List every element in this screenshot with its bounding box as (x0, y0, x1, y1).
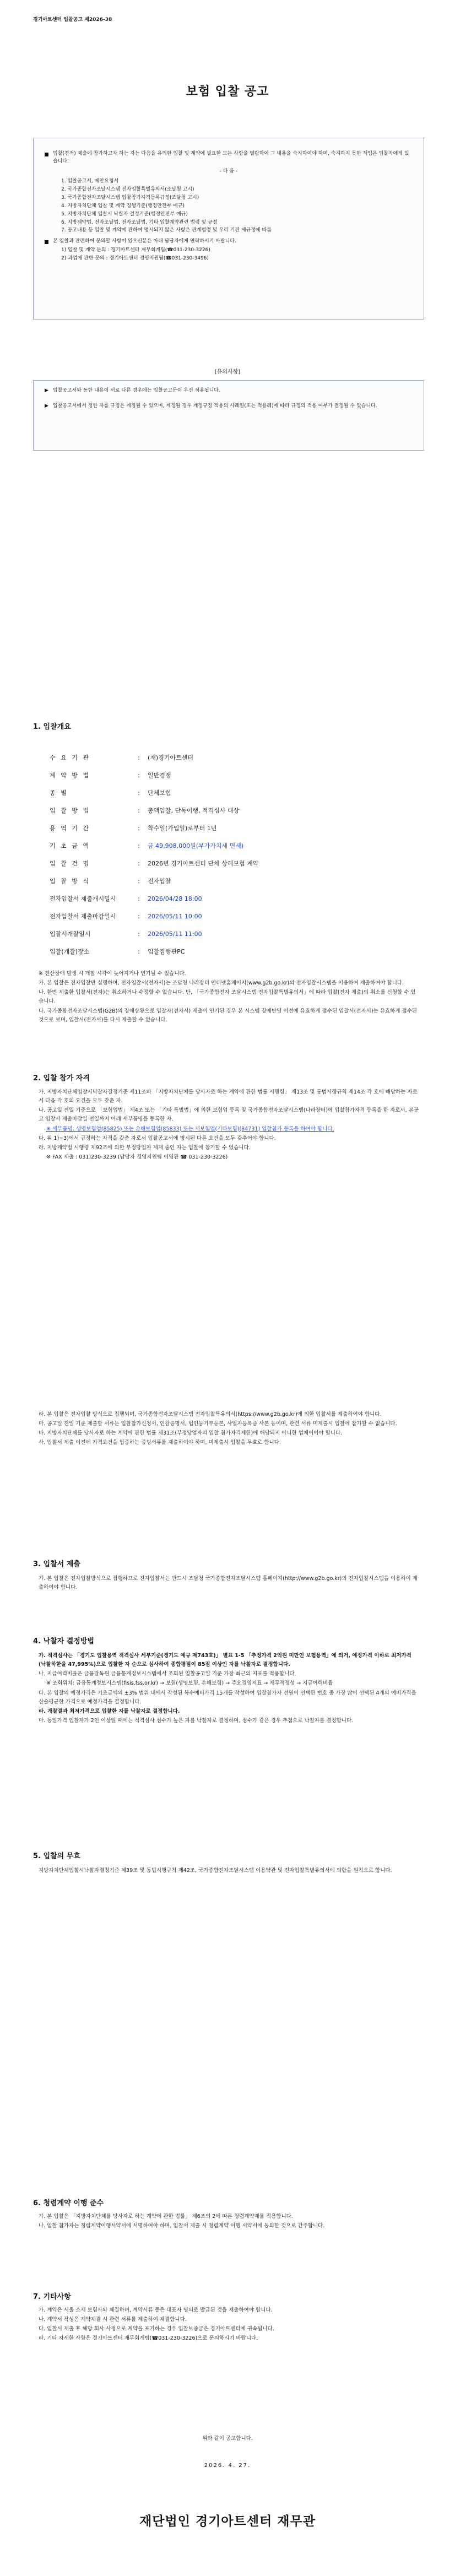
paragraph: 사. 입찰서 제출 이전에 자격요건을 입증하는 증빙서류를 제출하여야 하며, 미제출시 입찰을 무효로 합니다. (39, 1439, 281, 1446)
list-item: 2) 과업에 관한 문의 : 경기아트센터 경영지원팀(☎031-230-3496) (61, 256, 209, 262)
paragraph: 다. 본 입찰의 예정가격은 기초금액의 ±3% 범위 내에서 작성된 복수예비가격 15개를 작성하여 입찰참가자 전원이 선택한 번호 중 가장 많이 선택된 4개의 예비가격을 산술평균한 가격으로 예정가격을 결정합니다. (39, 1690, 416, 1705)
caution-title: [유의사항] (214, 369, 241, 375)
list-item: 1) 입찰 및 계약 문의 : 경기아트센터 재무회계팀(☎031-230-3226) (61, 247, 210, 253)
table-row: 입찰(개찰)장소 : 입찰집행관PC (50, 948, 185, 956)
section-2-text (39, 1088, 419, 1162)
paragraph: 라. 지방계약법 시행령 제92조에 의한 부정당업자 제재 중인 자는 입찰에 참가할 수 없습니다. (39, 1144, 251, 1151)
section-heading: 5. 입찰의 무효 (33, 1852, 80, 1860)
paragraph: 가. 지방자치단체입찰시낙찰자결정기준 제11조와 「지방자치단체를 당사자로 하는 계약에 관한 법률 시행령」 제13조 및 동법시행규칙 제14조 각 호에 해당하는 자로서 다음 각 호의 요건을 모두 갖춘 자. (39, 1089, 418, 1105)
section-heading: 1. 입찰개요 (33, 723, 71, 731)
table-row: 입 찰 방 식 : 전자입찰 (50, 878, 171, 885)
overview-table (50, 749, 358, 961)
paragraph: 마. 공고일 전일 기준 제출할 서류는 입찰참가신청서, 인감증명서, 법인등기부등본, 사업자등록증 사본 등이며, 관련 서류 미제출시 입찰에 참가할 수 없습니다. (39, 1421, 397, 1427)
table-row: 전자입찰서 제출마감일시 : 2026/05/11 10:00 (50, 913, 202, 921)
contact-list (61, 247, 413, 263)
paragraph: ※ FAX 제출 : 031)230-3239 (담당자 경영지원팀 이영관 ☎ 031-230-3226) (46, 1154, 228, 1160)
triangle-bullet-icon: ▶ (45, 388, 48, 393)
section-heading: 2. 입찰 참가 자격 (33, 1074, 90, 1083)
paragraph: 다. 입찰서 제출 후 해당 회사 사정으로 계약을 포기하는 경우 입찰보증금은 경기아트센터에 귀속됩니다. (39, 2326, 274, 2333)
section-7-text (39, 2306, 419, 2344)
paragraph: 나. 입찰 참가자는 청렴계약이행서약서에 서명하여야 하며, 입찰서 제출 시 청렴계약 이행 서약서에 동의한 것으로 간주합니다. (39, 2223, 325, 2229)
paragraph: 가. 본 입찰은 전자입찰만 실행하며, 전자입찰서(전자서)는 조달청 나라장터 인터넷홈페이지(www.g2b.go.kr)의 전자입찰시스템을 이용하여 제출하여야 합니다. (39, 980, 404, 987)
notice-number: 경기아트센터 입찰공고 제2026-38 (33, 17, 112, 23)
table-row: 계 약 방 법 : 일반경쟁 (50, 772, 171, 780)
law-heading: - 다 음 - (219, 168, 238, 174)
triangle-bullet-icon: ▶ (45, 403, 48, 409)
paragraph: 지방자치단체입찰시낙찰자결정기준 제39조 및 동법시행규칙 제42조, 국가종합전자조달시스템 이용약관 및 전자입찰특별유의서에 의함을 원칙으로 합니다. (39, 1868, 392, 1874)
section-heading: 6. 청렴계약 이행 준수 (33, 2199, 104, 2207)
closing-text: 위와 같이 공고합니다. (202, 2436, 253, 2442)
list-item: 7. 공고내용 등 입찰 및 계약에 관하여 명시되지 않은 사항은 관계법령 및 우리 기관 제규정에 따름 (61, 228, 272, 234)
list-item: 5. 지방자치단체 입찰시 낙찰자 결정기준(행정안전부 예규) (61, 211, 188, 217)
section-2-continued (39, 1410, 419, 1448)
paragraph: 다. 국가종합전자조달시스템(G2B)의 장애상황으로 입찰자(전자서) 제출이 연기된 경우 본 시스템 장애반영 이전에 유효하게 접수된 입찰서(전자서)는 유효하게 접수된 것으로 보며, 입찰서(전자서)를 다시 제출할 수 없습니다. (39, 1008, 417, 1023)
section-6-text (39, 2212, 419, 2231)
table-row: 입 찰 건 명 : 2026년 경기아트센터 단체 상해보험 계약 (50, 860, 259, 868)
contact-intro: 본 입찰과 관련하여 문의할 사항이 있으신분은 아래 담당자에게 연락하시기 바랍니다. (45, 238, 413, 246)
section-heading: 7. 기타사항 (33, 2293, 71, 2301)
paragraph: 다. 위 1)~3)에서 규정하는 자격을 갖춘 자로서 입찰공고서에 명시된 다른 요건을 모두 갖추어야 합니다. (39, 1135, 276, 1141)
paragraph: 가. 계약은 서울 소재 보험사와 체결하며, 계약서류 등은 대표자 명의로 발급된 것을 제출하여야 합니다. (39, 2307, 273, 2313)
paragraph: 나. 한번 제출한 입찰서(전자)는 취소하거나 수정할 수 없습니다. 단, 「국가종합전자 조달시스템 전자입찰특별유의서」에 따라 입찰(전자 제출)의 취소를 신청할 수 있습니다. (39, 989, 416, 1005)
paragraph: 가. 본 입찰은 전자입찰방식으로 집행하므로 전자입찰서는 반드시 조달청 국가종합전자조달시스템 홈페이지(http://www.g2b.go.kr)의 전자입찰시스템을 이용하여 제출하여야 합니다. (39, 1576, 418, 1591)
section-3-text (39, 1574, 419, 1593)
paragraph: ※ 조회위치: 금융통계정보시스템(fisis.fss.or.kr) → 보험(생명보험, 손해보험) → 주요경영지표 → 재무적정성 → 지급여력비율 (46, 1680, 333, 1687)
table-row: 용 역 기 간 : 착수일(가입일)로부터 1년 (50, 825, 217, 832)
issuer-signature: 재단법인 경기아트센터 재무관 (139, 2514, 316, 2529)
section-4-text (39, 1652, 419, 1726)
paragraph: 나. 계약서 작성은 계약체결 시 관련 서류를 제출하여 체결합니다. (39, 2317, 187, 2323)
list-item: ▶ 입찰공고서와 동한 내용이 서로 다른 경우에는 입찰공고문이 우선 적용됩니다. (45, 387, 413, 395)
paragraph: 나. 지급여력비율은 금융감독원 금융통계정보시스템에서 조회된 입찰공고일 기준 가장 최근의 지표를 적용합니다. (39, 1671, 296, 1677)
law-list (61, 178, 413, 235)
section-5-text (39, 1866, 419, 1876)
table-row: 수 요 기 관 : (재)경기아트센터 (50, 754, 193, 762)
paragraph: ※ 전산장애 발생 시 개찰 시각이 늦어지거나 연기될 수 있습니다. (39, 971, 186, 977)
table-row: 전자입찰서 제출개시일시 : 2026/04/28 18:00 (50, 895, 202, 903)
paragraph: 가. 본 입찰은 「지방자치단체를 당사자로 하는 계약에 관한 법률」 제6조의 2에 따른 청렴계약제를 적용합니다. (39, 2214, 293, 2220)
paragraph: 라. 본 입찰은 전자입찰 방식으로 집행되며, 국가종합전자조달시스템 전자입찰특유의서(https://www.g2b.go.kr)에 의한 입찰서를 제출하여야 합니다. (39, 1411, 382, 1417)
section-heading: 4. 낙찰자 결정방법 (33, 1637, 94, 1646)
paragraph: 마. 동일가격 입찰자가 2인 이상일 때에는 적격심사 점수가 높은 자를 낙찰자로 결정하며, 점수가 같은 경우 추첨으로 낙찰자를 결정합니다. (39, 1717, 354, 1724)
table-row: 기 초 금 액 : 금 49,908,000원(부가가치세 면세) (50, 842, 244, 850)
paragraph: 바. 지방자치단체를 당사자로 하는 계약에 관한 법률 제31조(부정당업자의 입찰 참가자격제한)에 해당되지 아니한 업체이어야 합니다. (39, 1430, 343, 1437)
paragraph: 가. 적격심사는 「경기도 입찰용역 적격심사 세부기준(경기도 예규 제743호)」 별표 1-5 「추정가격 2억원 미만인 보험용역」에 의거, 예정가격 이하로 최저가격(낙찰하한율 47,995%)으로 입찰한 자 순으로 심사하여 종합평점이 85점 이상인 자를 낙찰자로 결정합니다. (39, 1653, 411, 1668)
page-title: 보험 입찰 공고 (186, 85, 269, 99)
list-item: 3. 국가종합전자조달시스템 입찰참가자격등록규정(조달청 고시) (61, 194, 199, 201)
square-bullet-icon (45, 153, 48, 156)
paragraph: ※ 세부품명: 생명보험업(85825) 또는 손해보험업(85833) 또는 재보험업(기타보험)(84731) 입찰참가 등록을 하여야 합니다. (46, 1125, 334, 1132)
table-row: 종 별 : 단체보험 (50, 789, 171, 797)
table-row: 입찰서개찰일시 : 2026/05/11 11:00 (50, 930, 202, 938)
notice-box (33, 138, 424, 320)
section-heading: 3. 입찰서 제출 (33, 1560, 80, 1568)
section-1-notes (39, 970, 419, 1025)
list-item: 4. 지방자치단체 입찰 및 계약 집행기준(행정안전부 예규) (61, 203, 185, 209)
table-row: 입 찰 방 법 : 총액입찰, 단독이행, 적격심사 대상 (50, 807, 240, 815)
caution-box (33, 380, 424, 451)
list-item: ▶ 입찰공고서에서 정한 자를 규정은 계정될 수 있으며, 계정될 경우 계정규정 적용의 사례일(또는 적용례)에 따라 규정의 적용 여부가 결정될 수 있습니다. (45, 403, 413, 410)
paragraph: 라. 개찰결과 최저가격으로 입찰한 자를 낙찰자로 결정합니다. (39, 1708, 180, 1714)
square-bullet-icon (45, 240, 48, 244)
paragraph: 라. 기타 자세한 사항은 경기아트센터 재무회계팀(☎031-230-3226)으로 문의하시기 바랍니다. (39, 2335, 258, 2342)
list-item: 2. 국가종합전자조달시스템 전자입찰특별유의서(조달청 고시) (61, 186, 194, 192)
list-item: 6. 지방계약법, 전자조달법, 전자조달법, 기타 입찰계약관련 법령 및 규정 (61, 219, 218, 225)
list-item: 1. 입찰공고서, 제안요청서 (61, 178, 119, 184)
notice-date: 2026. 4. 27. (204, 2463, 251, 2469)
paragraph: 나. 공고일 전일 기준으로 「보험업법」 제4조 또는 「기타 특별법」에 의한 보험업 등록 및 국가종합전자조달시스템(나라장터)에 입찰참가자격 등록을 한 자로서, 본공고 입찰서 제출마감일 전일까지 아래 세부품명을 등록한 자. (39, 1107, 419, 1123)
notice-intro: 입찰(견적) 제출에 참가하고자 하는 자는 다음을 유의한 입찰 및 계약에 필요한 모든 사항을 열람하여 그 내용을 숙지하여야 하며, 숙지하지 못한 책임은 입찰자에게 있습니다. (45, 150, 413, 166)
